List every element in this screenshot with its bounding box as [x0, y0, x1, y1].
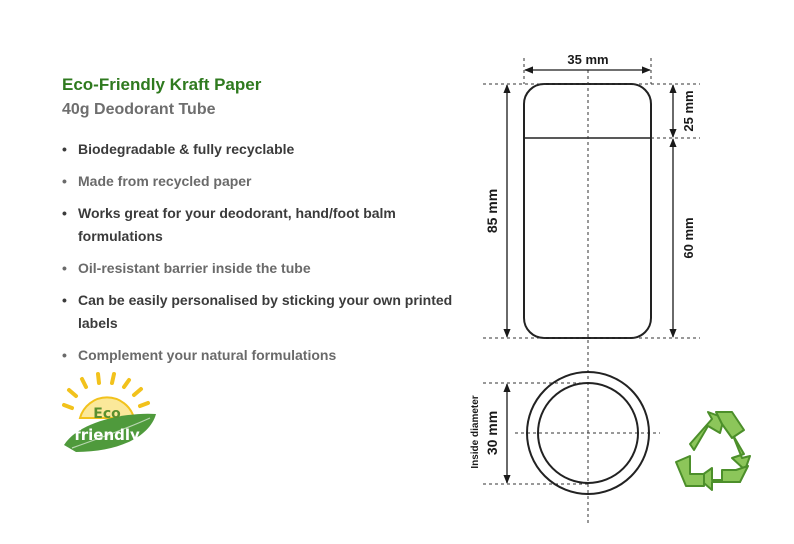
feature-item: • Can be easily personalised by sticking your own printed labels	[62, 289, 462, 335]
cap-height-label: 25 mm	[681, 90, 696, 132]
eco-badge-line1: Eco	[93, 406, 121, 422]
feature-item: • Works great for your deodorant, hand/foot balm formulations	[62, 202, 462, 248]
feature-item: • Made from recycled paper	[62, 170, 462, 193]
eco-badge-line2: friendly	[74, 426, 140, 444]
feature-item: • Biodegradable & fully recyclable	[62, 138, 462, 161]
eco-friendly-badge-icon	[64, 374, 156, 452]
recycle-icon	[676, 412, 750, 490]
height-label: 85 mm	[484, 188, 500, 234]
diameter-caption: Inside diameter	[470, 395, 481, 469]
diameter-label: 30 mm	[484, 410, 500, 456]
product-title: Eco-Friendly Kraft Paper	[62, 75, 262, 94]
feature-item: • Oil-resistant barrier inside the tube	[62, 257, 462, 280]
product-subtitle: 40g Deodorant Tube	[62, 101, 216, 118]
guide-lines	[483, 58, 700, 525]
body-height-label: 60 mm	[681, 217, 696, 259]
width-label: 35 mm	[567, 52, 609, 67]
feature-item: • Complement your natural formulations	[62, 344, 462, 367]
